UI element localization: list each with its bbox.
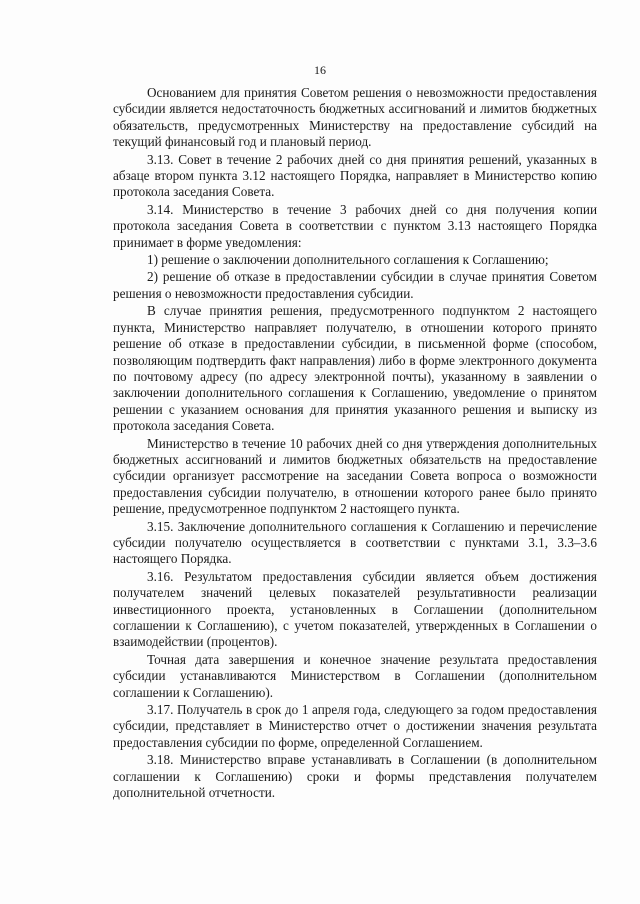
paragraph: Точная дата завершения и конечное значение результата предоставления субсидии устанавливаются Министерством в Соглашении (дополнительном соглашении к Соглашению). (113, 651, 597, 700)
paragraph: 3.18. Министерство вправе устанавливать в Соглашении (в дополнительном соглашении к Соглашению) сроки и формы представления получателем дополнительной отчетности. (113, 752, 597, 801)
paragraph: 3.13. Совет в течение 2 рабочих дней со дня принятия решений, указанных в абзаце втором пункта 3.12 настоящего Порядка, направляет в Министерство копию протокола заседания Совета. (113, 151, 597, 200)
paragraph: 3.15. Заключение дополнительного соглашения к Соглашению и перечисление субсидии получателю осуществляется в соответствии с пунктами 3.1, 3.3–3.6 настоящего Порядка. (113, 518, 597, 567)
paragraph: Министерство в течение 10 рабочих дней со дня утверждения дополнительных бюджетных ассигнований и лимитов бюджетных обязательств на предоставление субсидии организует рассмотрение на заседании Совета вопроса о возможности предоставления субсидии получателю, в отношении которого ранее было принято решение, предусмотренное подпунктом 2 настоящего пункта. (113, 435, 597, 517)
paragraph: 2) решение об отказе в предоставлении субсидии в случае принятия Советом решения о невозможности предоставления субсидии. (113, 269, 597, 301)
document-body (113, 85, 597, 802)
paragraph: 3.14. Министерство в течение 3 рабочих дней со дня получения копии протокола заседания Совета в соответствии с пунктом 3.13 настоящего Порядка принимает в форме уведомления: (113, 201, 597, 250)
paragraph: Основанием для принятия Советом решения о невозможности предоставления субсидии является недостаточность бюджетных ассигнований и лимитов бюджетных обязательств, предусмотренных Министерству на предоставление субсидий на текущий финансовый год и плановый период. (113, 85, 597, 150)
paragraph: 1) решение о заключении дополнительного соглашения к Соглашению; (147, 252, 549, 268)
paragraph: В случае принятия решения, предусмотренного подпунктом 2 настоящего пункта, Министерство направляет получателю, в отношении которого принято решение об отказе в предоставлении субсидии, в письменной форме (способом, позволяющим подтвердить факт направления) либо в форме электронного документа по почтовому адресу (по адресу электронной почты), указанному в заявлении о заключении дополнительного соглашения к Соглашению, уведомление о принятом решении с указанием основания для принятия указанного решения и выписку из протокола заседания Совета. (113, 303, 597, 434)
paragraph: 3.16. Результатом предоставления субсидии является объем достижения получателем значений целевых показателей результативности реализации инвестиционного проекта, установленных в Соглашении (дополнительном соглашении к Соглашению), с учетом показателей, утвержденных в Соглашении о взаимодействии (процентов). (113, 568, 597, 650)
page-number: 16 (314, 63, 326, 77)
paragraph: 3.17. Получатель в срок до 1 апреля года, следующего за годом предоставления субсидии, представляет в Министерство отчет о достижении значения результата предоставления субсидии по форме, определенной Соглашением. (113, 702, 597, 750)
